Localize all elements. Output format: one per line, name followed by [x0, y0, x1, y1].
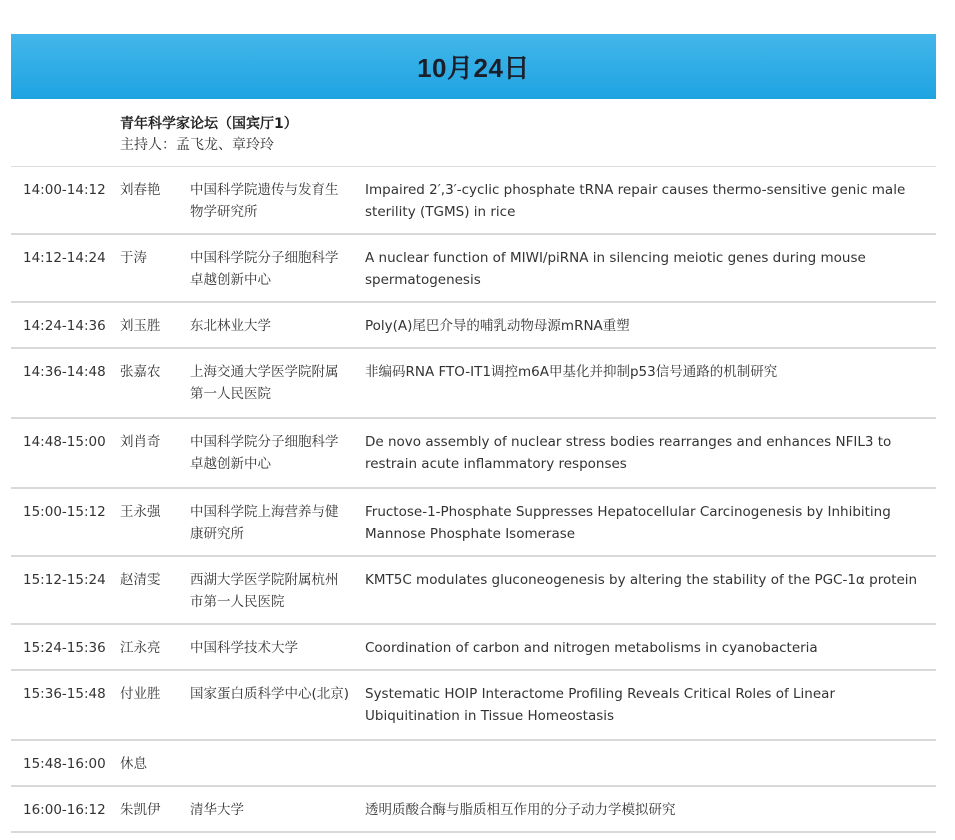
table-row	[11, 167, 936, 235]
row-time: 14:24-14:36	[23, 318, 106, 334]
row-speaker: 刘春艳	[120, 182, 161, 198]
row-time: 14:36-14:48	[23, 364, 106, 380]
session-header	[120, 114, 920, 156]
row-speaker: 江永亮	[120, 640, 161, 656]
row-talk-title: A nuclear function of MIWI/piRNA in silencing meiotic genes during mouse spermatogenesis	[365, 250, 866, 288]
table-row	[11, 671, 936, 741]
table-row	[11, 235, 936, 303]
row-time: 15:36-15:48	[23, 686, 106, 702]
row-speaker: 刘玉胜	[120, 318, 161, 334]
schedule-table	[11, 167, 936, 833]
row-talk-title: Systematic HOIP Interactome Profiling Reveals Critical Roles of Linear Ubiquitination in Tissue Homeostasis	[365, 686, 835, 724]
row-speaker: 付业胜	[120, 686, 161, 702]
row-talk-title: 非编码RNA FTO-IT1调控m6A甲基化并抑制p53信号通路的机制研究	[365, 364, 778, 380]
row-org: 东北林业大学	[190, 318, 271, 334]
row-org: 西湖大学医学院附属杭州市第一人民医院	[190, 572, 339, 610]
row-time: 15:48-16:00	[23, 756, 106, 772]
date-title: 10月24日	[417, 53, 530, 83]
row-org: 清华大学	[190, 802, 244, 818]
row-speaker: 刘肖奇	[120, 434, 161, 450]
row-talk-title: Impaired 2′,3′-cyclic phosphate tRNA repair causes thermo-sensitive genic male sterility (TGMS) in rice	[365, 182, 906, 220]
table-row	[11, 419, 936, 489]
row-org: 中国科学院遗传与发育生物学研究所	[190, 182, 339, 220]
row-speaker: 张嘉农	[120, 364, 161, 380]
row-talk-title: De novo assembly of nuclear stress bodies rearranges and enhances NFIL3 to restrain acute inflammatory responses	[365, 434, 892, 472]
row-talk-title: KMT5C modulates gluconeogenesis by altering the stability of the PGC-1α protein	[365, 572, 918, 588]
row-org: 中国科学院分子细胞科学卓越创新中心	[190, 434, 339, 472]
row-speaker: 王永强	[120, 504, 161, 520]
row-talk-title: Poly(A)尾巴介导的哺乳动物母源mRNA重塑	[365, 318, 630, 334]
row-org: 中国科学院上海营养与健康研究所	[190, 504, 339, 542]
session-title: 青年科学家论坛（国宾厅1）	[120, 116, 298, 132]
table-row	[11, 741, 936, 787]
table-row	[11, 303, 936, 349]
row-org: 国家蛋白质科学中心(北京)	[190, 686, 350, 702]
table-row	[11, 557, 936, 625]
table-row	[11, 625, 936, 671]
row-time: 15:12-15:24	[23, 572, 106, 588]
row-org: 上海交通大学医学院附属第一人民医院	[190, 364, 339, 402]
row-talk-title: Coordination of carbon and nitrogen metabolisms in cyanobacteria	[365, 640, 818, 656]
table-row	[11, 787, 936, 833]
table-row	[11, 349, 936, 419]
row-time: 14:12-14:24	[23, 250, 106, 266]
row-time: 14:48-15:00	[23, 434, 106, 450]
row-speaker: 朱凯伊	[120, 802, 161, 818]
date-banner	[11, 34, 936, 99]
row-talk-title: Fructose-1-Phosphate Suppresses Hepatocellular Carcinogenesis by Inhibiting Mannose Phosphate Isomerase	[365, 504, 891, 542]
session-host: 主持人：孟飞龙、章玲玲	[120, 137, 274, 153]
row-time: 16:00-16:12	[23, 802, 106, 818]
row-org: 中国科学院分子细胞科学卓越创新中心	[190, 250, 339, 288]
row-org: 中国科学技术大学	[190, 640, 298, 656]
row-speaker: 于涛	[120, 250, 147, 266]
row-time: 15:24-15:36	[23, 640, 106, 656]
row-speaker: 赵清雯	[120, 572, 161, 588]
table-row	[11, 489, 936, 557]
row-talk-title: 透明质酸合酶与脂质相互作用的分子动力学模拟研究	[365, 802, 676, 818]
row-time: 14:00-14:12	[23, 182, 106, 198]
row-time: 15:00-15:12	[23, 504, 106, 520]
row-speaker: 休息	[120, 756, 147, 772]
